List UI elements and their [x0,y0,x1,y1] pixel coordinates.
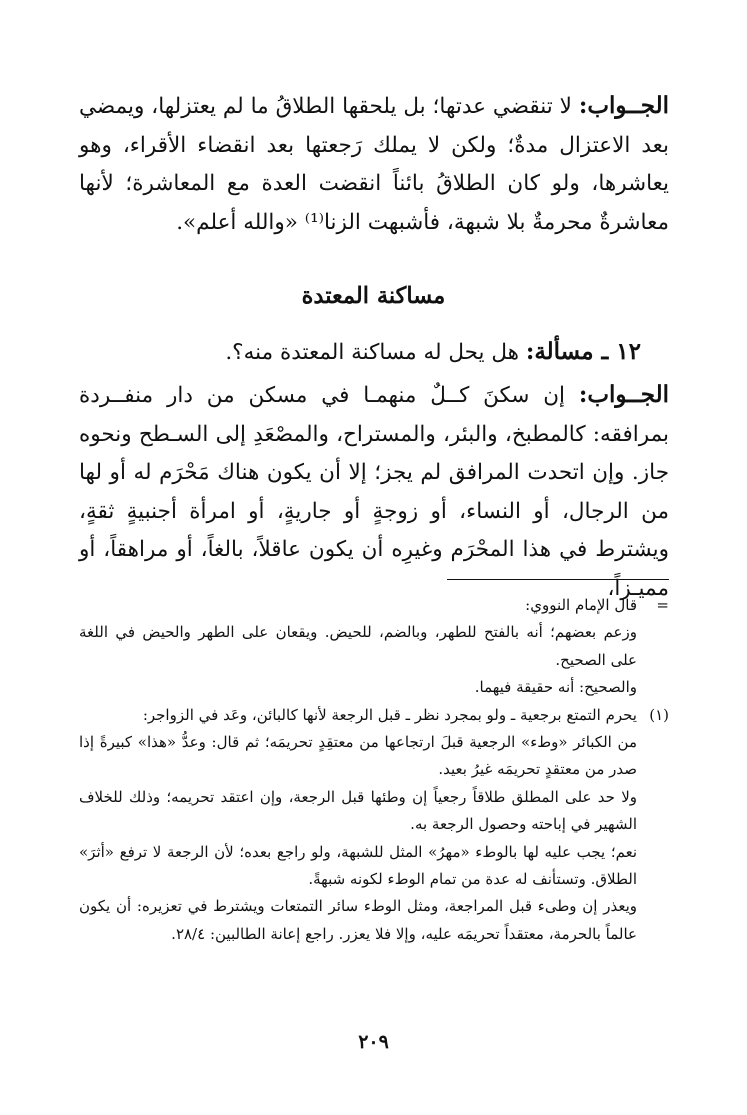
question-text: هل يحل له مساكنة المعتدة منه؟. [225,340,519,365]
answer-paragraph-1 [79,87,669,242]
footnote-1-body [79,729,669,948]
continuation-marker: = [656,596,669,614]
footnotes [79,592,669,948]
answer-text: إن سكنَ كــلٌ منهمـا في مسكن من دار منفــردة بمرافقه: كالمطبخ، والبئر، والمستراح، والمصْعَدِ إلى السـطح ونحوه جاز. وإن اتحدت المرافق لم يجز؛ إلا أن يكون هناك مَحْرَم له أو لها من الرجال، أو النساء، أو زوجةٍ أو جاريةٍ، أو امرأة أجنبيةٍ ثقةٍ، ويشترط في هذا المحْرَم وغيرِه أن يكون عاقلاً، بالغاً، أو مراهقاً، أو مميـزاً، [79,383,669,601]
footnote-separator [447,579,669,580]
footnote-continuation-head [79,592,669,619]
footnote-paragraph: ولا حد على المطلق طلاقاً رجعياً إن وطئها قبل الرجعة، وإن اعتقد تحريمه؛ وذلك للخلاف الشهير في إباحته وحصول الرجعة به. [79,787,637,834]
question-line [79,338,669,365]
footnote-paragraph: من الكبائر «وطء» الرجعية قبلَ ارتجاعها من معتقِدٍ تحريمَه؛ ثم قال: وعدُّ «هذا» كبيرةً إذا صدر من معتقدٍ تحريمَه غيرُ بعيد. [79,733,637,779]
footnote-1-first: يحرم التمتع برجعية ـ ولو بمجرد نظر ـ قبل الرجعة لأنها كالبائن، وعَد في الزواجر: [142,705,637,724]
footnote-line: والصحيح: أنه حقيقة فيهما. [474,678,637,697]
question-number: ١٢ ـ مسألة: [525,338,641,365]
footnote-1-head [79,702,669,729]
answer-label: الجــواب: [578,381,669,408]
footnote-continuation-body [79,619,669,701]
page-number: ٢٠٩ [358,1031,389,1053]
continuation-intro: قال الإمام النووي: [525,596,637,614]
footnote-line: وزعم بعضهم؛ أنه بالفتح للطهر، وبالضم، للحيض. ويقعان على الطهر والحيض في اللغة على الصحيح. [79,623,637,669]
footnote-1-marker: (١) [649,705,669,724]
footnote-paragraph: ويعذر إن وطىء قبل المراجعة، ومثل الوطء سائر التمتعات ويشترط في تعزيره: أن يكون عالماً بالحرمة، معتقداً تحريمَه عليه، وإلا فلا يعزر. راجع إعانة الطالبين: ٢٨/٤. [79,897,637,943]
footnote-paragraph: نعم؛ يجب عليه لها بالوطء «مهرُ» المثل للشبهة، ولو راجع بعده؛ لأن الرجعة لا ترفع «أثرَ» الطلاق. وتستأنف له عدة من تمام الوطء لكونه شبهةً. [79,842,637,889]
answer-label: الجــواب: [578,92,669,119]
answer-paragraph-2 [79,376,669,608]
section-heading: مساكنة المعتدة [301,283,446,309]
answer-text: لا تنقضي عدتها؛ بل يلحقها الطلاقُ ما لم يعتزلها، ويمضي بعد الاعتزال مدةٌ؛ ولكن لا يملك رَجعتها بعد انقضاء الأقراء، وهو يعاشرها، ولو كان الطلاقُ بائناً انقضت العدة مع المعاشرة؛ لأنها معاشرةٌ محرمةٌ بلا شبهة، فأشبهت الزنا⁽¹⁾ «والله أعلم». [79,94,669,235]
